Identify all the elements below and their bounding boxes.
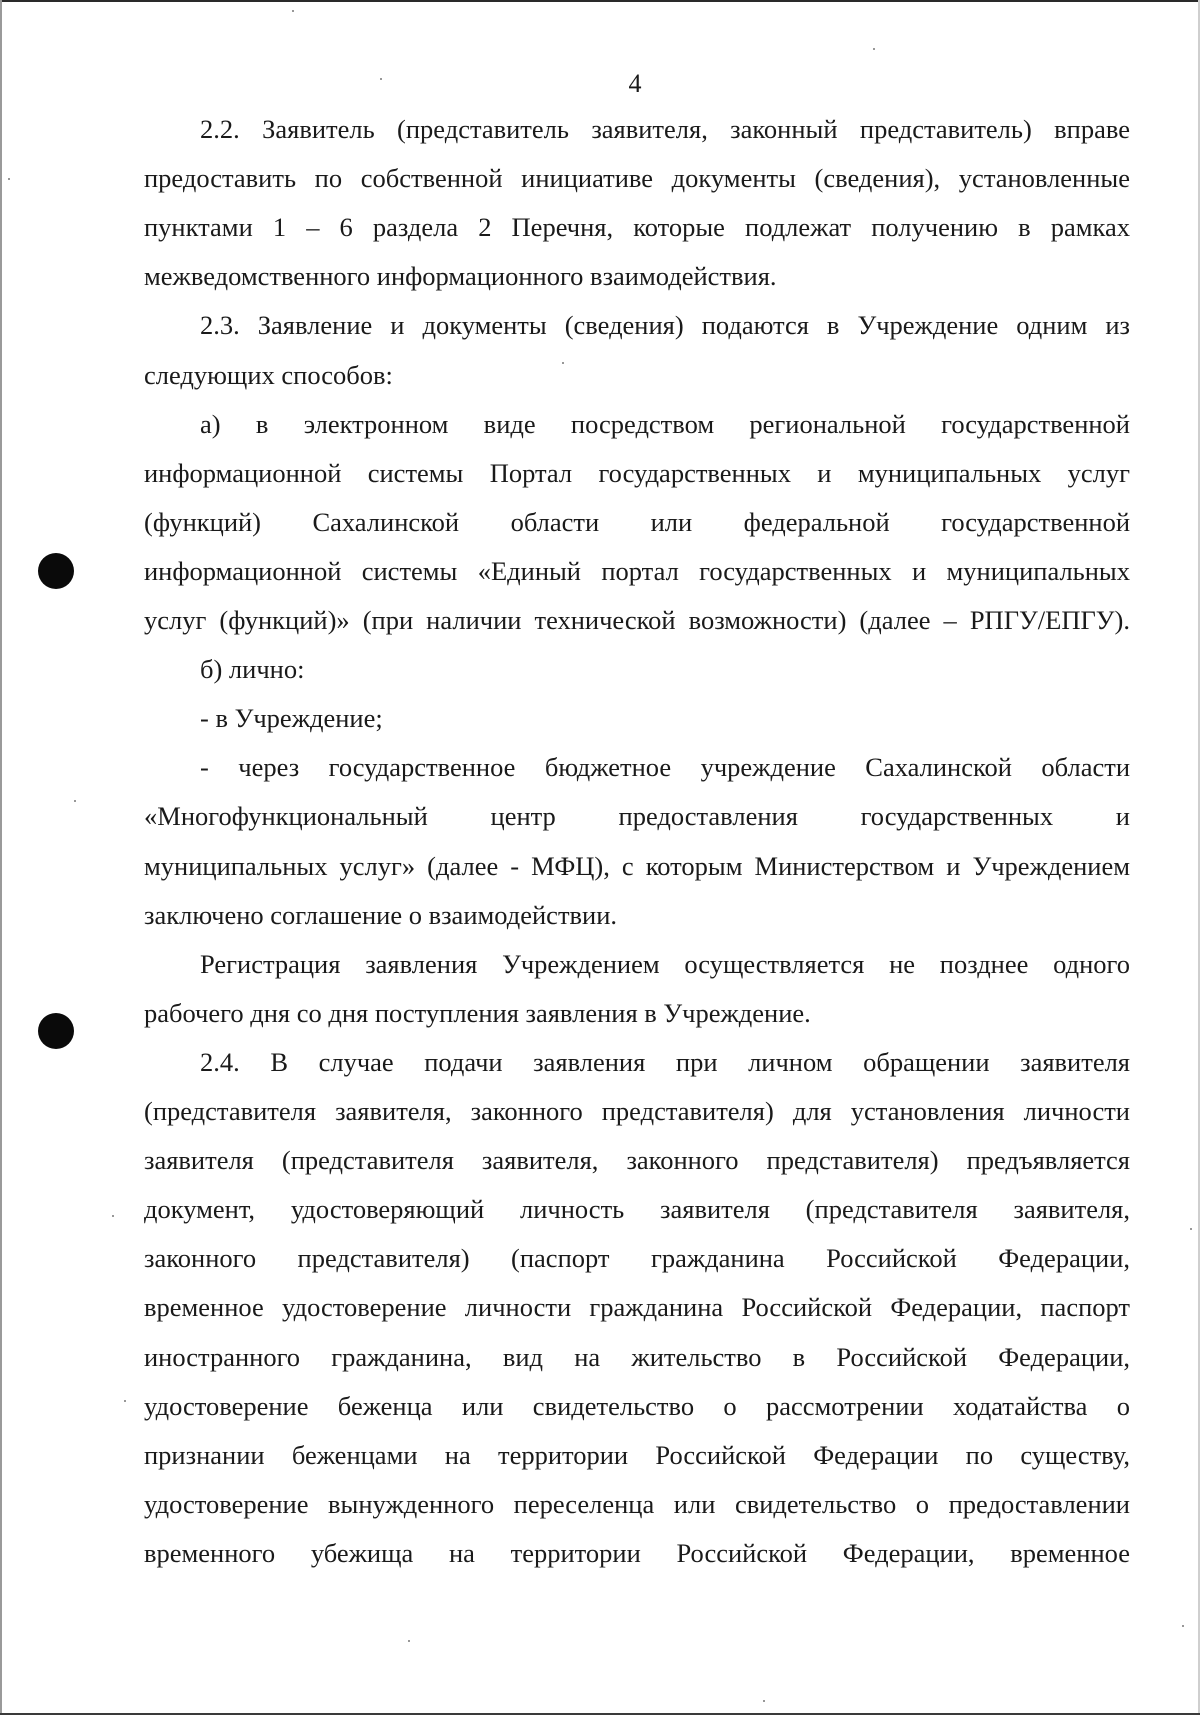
text-line: межведомственного информационного взаимодействия.	[144, 261, 777, 292]
text-line: информационной системы «Единый портал государственных и муниципальных	[144, 555, 1130, 586]
text-line: иностранного гражданина, вид на жительство в Российской Федерации,	[144, 1341, 1130, 1372]
scan-speck	[8, 178, 10, 180]
text-line: Регистрация заявления Учреждением осуществляется не позднее одного	[200, 948, 1130, 979]
text-line: удостоверение вынужденного переселенца или свидетельство о предоставлении	[144, 1488, 1130, 1519]
scan-speck	[873, 48, 875, 50]
text-line: предоставить по собственной инициативе документы (сведения), установленные	[144, 163, 1130, 194]
text-line: - в Учреждение;	[200, 703, 383, 734]
text-line: информационной системы Портал государственных и муниципальных услуг	[144, 457, 1130, 488]
text-line: (представителя заявителя, законного представителя) для установления личности	[144, 1096, 1130, 1126]
text-line: 2.3. Заявление и документы (сведения) подаются в Учреждение одним из	[200, 310, 1130, 341]
text-line: муниципальных услуг» (далее - МФЦ), с которым Министерством и Учреждением	[144, 850, 1130, 881]
text-line: заключено соглашение о взаимодействии.	[144, 899, 618, 930]
scan-speck	[380, 78, 382, 80]
text-line: временное удостоверение личности гражданина Российской Федерации, паспорт	[144, 1292, 1130, 1323]
scan-left-edge	[0, 0, 2, 1715]
scan-speck	[408, 1640, 410, 1642]
text-line: услуг (функций)» (при наличии технической возможности) (далее – РПГУ/ЕПГУ).	[144, 605, 1130, 635]
scan-speck	[763, 1700, 765, 1702]
text-line: следующих способов:	[144, 359, 393, 390]
text-line: а) в электронном виде посредством региональной государственной	[200, 408, 1130, 439]
page-number: 4	[628, 69, 642, 98]
text-line: 2.4. В случае подачи заявления при личном обращении заявителя	[200, 1046, 1130, 1077]
text-line: - через государственное бюджетное учреждение Сахалинской области	[200, 752, 1130, 783]
scan-speck	[74, 800, 76, 802]
scan-speck	[112, 1215, 114, 1217]
scan-speck	[124, 1400, 126, 1402]
scan-speck	[1182, 1625, 1184, 1627]
text-line: рабочего дня со дня поступления заявления в Учреждение.	[144, 997, 811, 1028]
punch-hole-mark	[38, 1013, 74, 1049]
scan-top-edge	[0, 0, 1200, 2]
text-line: пунктами 1 – 6 раздела 2 Перечня, которые подлежат получению в рамках	[144, 212, 1130, 243]
scan-speck	[292, 10, 294, 12]
text-line: временного убежища на территории Российской Федерации, временное	[144, 1537, 1130, 1568]
text-line: признании беженцами на территории Российской Федерации по существу,	[144, 1439, 1130, 1470]
text-line: законного представителя) (паспорт гражданина Российской Федерации,	[144, 1243, 1130, 1274]
punch-hole-mark	[38, 553, 74, 589]
text-line: «Многофункциональный центр предоставления государственных и	[144, 801, 1130, 832]
text-line: заявителя (представителя заявителя, законного представителя) предъявляется	[144, 1145, 1130, 1176]
text-line: б) лично:	[200, 654, 305, 685]
text-line: удостоверение беженца или свидетельство о рассмотрении ходатайства о	[144, 1390, 1130, 1421]
text-line: (функций) Сахалинской области или федеральной государственной	[144, 506, 1130, 537]
text-line: 2.2. Заявитель (представитель заявителя, законный представитель) вправе	[200, 114, 1130, 144]
scan-speck	[1190, 1228, 1192, 1230]
text-line: документ, удостоверяющий личность заявителя (представителя заявителя,	[144, 1194, 1130, 1225]
